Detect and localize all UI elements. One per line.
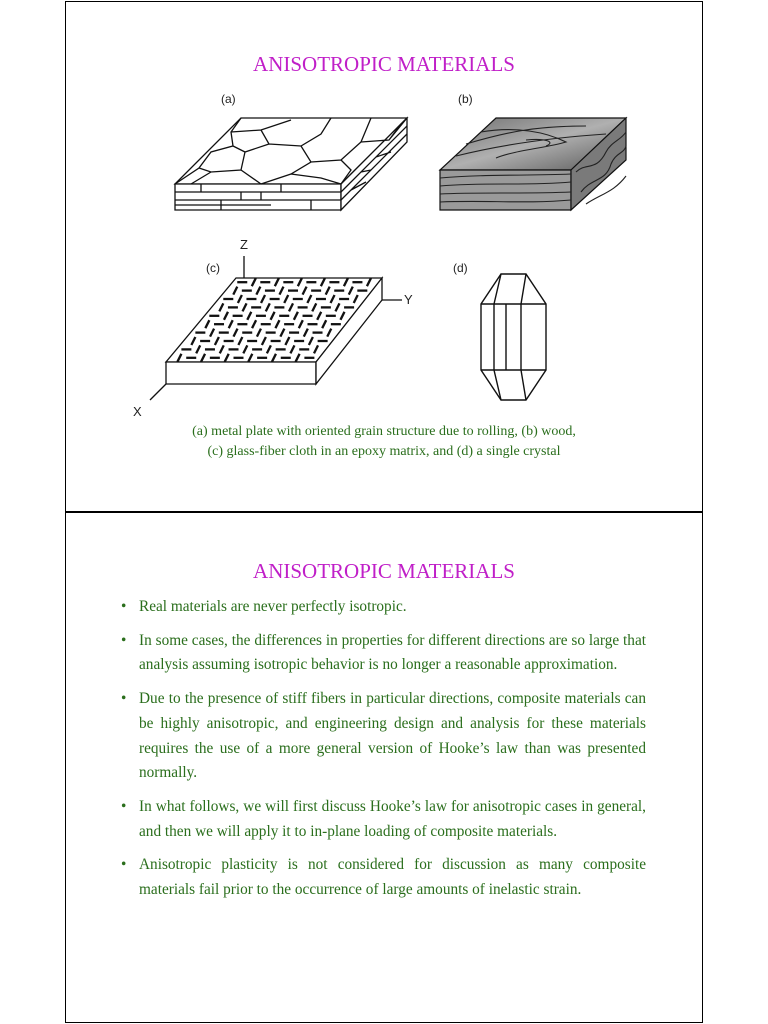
bullet-item [121, 629, 646, 678]
figure-caption [66, 422, 702, 462]
slide-2 [65, 512, 703, 1023]
figure-label-b: (b) [458, 92, 473, 106]
caption-line-2: (c) glass-fiber cloth in an epoxy matrix, and (d) a single crystal [207, 444, 561, 459]
fiber-cloth-figure [146, 252, 406, 412]
bullet-text: Anisotropic plasticity is not considered for discussion as many composite materials fail prior to the occurrence of large amounts of inelastic strain. [139, 856, 646, 899]
bullet-symbol: • [121, 856, 127, 874]
figure-label-c: (c) [206, 261, 220, 275]
axis-label-y: Y [404, 292, 413, 307]
bullet-symbol: • [121, 598, 127, 615]
bullet-text: In some cases, the differences in properties for different directions are so large that analysis assuming isotropic behavior is no longer a reasonable approximation. [139, 631, 646, 674]
bullet-item [121, 853, 646, 902]
caption-line-1: (a) metal plate with oriented grain structure due to rolling, (b) wood, [192, 424, 576, 439]
bullet-text: In what follows, we will first discuss Hooke’s law for anisotropic cases in general, and then we will apply it to in-plane loading of composite materials. [139, 797, 646, 840]
bullet-list [121, 595, 646, 912]
bullet-symbol: • [121, 631, 127, 649]
bullet-text: Due to the presence of stiff fibers in particular directions, composite materials can be highly anisotropic, and engineering design and analysis for these materials requires the use of a more general version of Hooke’s law than was presented normally. [139, 690, 646, 782]
figure-label-a: (a) [221, 92, 236, 106]
wood-block-figure [436, 112, 631, 217]
slide-1 [65, 1, 703, 512]
figure-label-d: (d) [453, 261, 468, 275]
slide-2-title: ANISOTROPIC MATERIALS [253, 559, 515, 583]
bullet-item [121, 795, 646, 844]
slide-1-title: ANISOTROPIC MATERIALS [253, 52, 515, 76]
axis-label-x: X [133, 404, 142, 419]
crystal-figure [476, 270, 551, 410]
bullet-text: Real materials are never perfectly isotropic. [139, 598, 407, 615]
bullet-symbol: • [121, 690, 127, 708]
metal-plate-figure [171, 112, 411, 217]
bullet-item [121, 595, 646, 620]
bullet-symbol: • [121, 797, 127, 815]
bullet-item [121, 687, 646, 786]
axis-label-z: Z [240, 237, 248, 252]
